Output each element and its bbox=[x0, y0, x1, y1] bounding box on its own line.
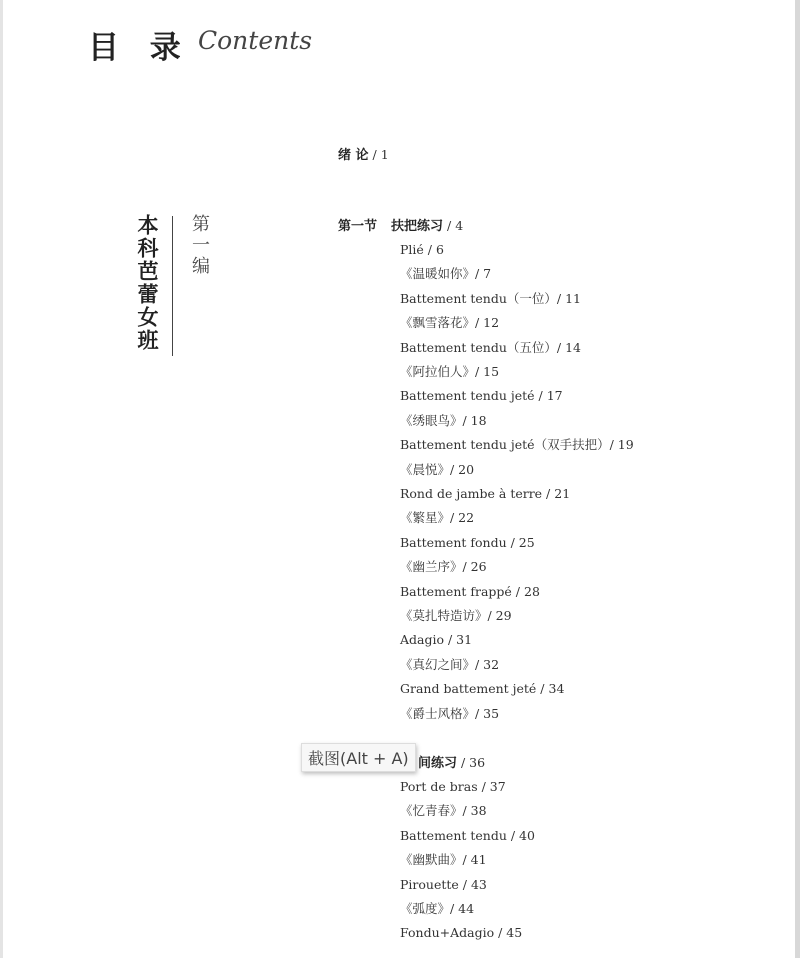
toc-entry[interactable]: Battement frappé / 28 bbox=[400, 583, 540, 599]
toc-entry[interactable]: 《幽兰序》/ 26 bbox=[400, 559, 487, 575]
section-label: 第一节 bbox=[338, 219, 378, 234]
toc-intro[interactable] bbox=[338, 147, 389, 164]
toc-entry[interactable]: 《绣眼鸟》/ 18 bbox=[400, 412, 487, 428]
volume-label: 第一编 bbox=[189, 214, 210, 277]
toc-entry[interactable]: 《温暖如你》/ 7 bbox=[400, 266, 492, 282]
toc-entry[interactable]: 《晨悦》/ 20 bbox=[400, 461, 475, 477]
toc-entry[interactable]: 《爵士风格》/ 35 bbox=[400, 705, 500, 721]
toc-entry[interactable]: 《忆青春》/ 38 bbox=[400, 803, 487, 819]
intro-page: / 1 bbox=[372, 147, 389, 162]
toc-entry[interactable]: Grand battement jeté / 34 bbox=[400, 681, 565, 697]
toc-entry[interactable]: Pirouette / 43 bbox=[400, 876, 487, 892]
toc-entry[interactable]: 《莫扎特造访》/ 29 bbox=[400, 608, 512, 623]
section-page: / 36 bbox=[461, 755, 486, 770]
screenshot-tooltip: 截图(Alt + A) bbox=[301, 743, 416, 772]
toc-entry[interactable]: Adagio / 31 bbox=[400, 632, 473, 648]
page-edge-left bbox=[0, 0, 3, 958]
toc-entry[interactable]: Plié / 6 bbox=[400, 242, 444, 257]
toc-entry[interactable]: Fondu+Adagio / 45 bbox=[400, 925, 523, 941]
toc-entry[interactable]: Battement tendu jeté / 17 bbox=[400, 388, 563, 404]
part-title: 本科芭蕾女班 bbox=[135, 214, 159, 352]
section-page: / 4 bbox=[447, 218, 464, 233]
toc-entry[interactable]: 《飘雪落花》/ 12 bbox=[400, 315, 500, 331]
section-title: 扶把练习 bbox=[391, 219, 444, 234]
toc-entry[interactable]: 《真幻之间》/ 32 bbox=[400, 656, 500, 672]
toc-entry[interactable]: Port de bras / 37 bbox=[400, 779, 506, 794]
section-title: 间练习 bbox=[418, 756, 458, 771]
toc-entry[interactable]: 《幽默曲》/ 41 bbox=[400, 852, 487, 868]
toc-section-1[interactable] bbox=[338, 218, 463, 235]
toc-entry[interactable]: Battement tendu（五位）/ 14 bbox=[400, 339, 581, 355]
toc-entry[interactable]: 《阿拉伯人》/ 15 bbox=[400, 364, 500, 379]
toc-entry[interactable]: 《繁星》/ 22 bbox=[400, 510, 475, 526]
toc-entry[interactable]: Battement fondu / 25 bbox=[400, 534, 535, 550]
intro-label: 绪 论 bbox=[338, 148, 369, 163]
toc-section-2[interactable] bbox=[418, 755, 485, 772]
page-subtitle: Contents bbox=[198, 26, 313, 55]
page-edge-right bbox=[795, 0, 800, 958]
toc-entry[interactable]: Battement tendu / 40 bbox=[400, 827, 535, 843]
toc-entry[interactable]: Battement tendu（一位）/ 11 bbox=[400, 290, 581, 306]
toc-entry[interactable]: 《弧度》/ 44 bbox=[400, 901, 475, 916]
page-title: 目 录 bbox=[88, 30, 191, 66]
divider bbox=[172, 216, 173, 356]
toc-entry[interactable]: Battement tendu jeté（双手扶把）/ 19 bbox=[400, 437, 634, 453]
toc-entry[interactable]: Rond de jambe à terre / 21 bbox=[400, 486, 571, 501]
